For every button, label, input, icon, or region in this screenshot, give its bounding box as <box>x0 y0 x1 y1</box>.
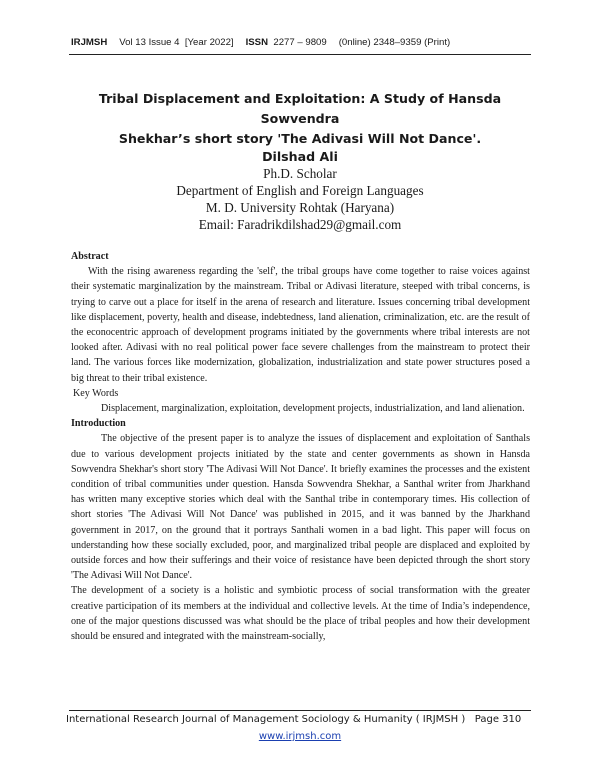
journal-abbrev: IRJMSH <box>71 37 108 48</box>
journal-url-link[interactable]: www.irjmsh.com <box>258 731 342 742</box>
author-block <box>60 148 540 233</box>
year-info: [Year 2022] <box>184 37 234 48</box>
author-university: M. D. University Rohtak (Haryana) <box>205 200 395 215</box>
running-header <box>71 37 541 55</box>
running-footer <box>66 714 536 725</box>
title-line-2: Shekhar’s short story 'The Adivasi Will Not Dance'. <box>118 131 482 146</box>
header-rule <box>69 54 531 55</box>
footer-journal-name: International Research Journal of Management Sociology & Humanity ( IRJMSH ) <box>66 714 466 725</box>
paper-title <box>60 89 540 149</box>
abstract-heading: Abstract <box>71 251 109 262</box>
author-role: Ph.D. Scholar <box>263 166 337 181</box>
abstract-text: With the rising awareness regarding the 'self', the tribal groups have come together to raise voices against their systematic marginalization by the mainstream. Tribal or Adivasi literature, steeped with tribal concerns, is trying to carve out a place for itself in the arena of research and literature. Issues concerning tribal development like displacement, poverty, health and disease, indebtedness, land alienation, criminalization, etc. are the result of the econocentric approach of development programs initiated by the governments where tribal interests are not looked after. Adivasi with no real political power face severe challenges from the mainstream to protect their land. The various forces like modernization, globalization, industrialization and state power structures posed a big threat to their tribal existence. <box>71 266 530 384</box>
keywords-text: Displacement, marginalization, exploitation, development projects, industrialization, and land alienation. <box>101 403 525 415</box>
keywords-heading: Key Words <box>73 387 119 399</box>
title-line-1: Tribal Displacement and Exploitation: A Study of Hansda Sowvendra <box>98 91 502 126</box>
introduction-heading: Introduction <box>71 418 126 430</box>
issn-label: ISSN <box>245 37 269 48</box>
issn-print: 2277 – 9809 <box>273 37 327 48</box>
issn-online: (0nline) 2348–9359 (Print) <box>338 37 451 48</box>
introduction-paragraph-2: The development of a society is a holistic and symbiotic process of social transformation with the greater creative participation of its members at the individual and collective levels. At the time of India’s independence, one of the major questions discussed was what should be the place of tribal peoples and how their development should be ensured and integrated with the mainstream-socially, <box>71 585 530 643</box>
author-department: Department of English and Foreign Languages <box>176 183 424 198</box>
footer-rule <box>69 710 531 711</box>
author-name: Dilshad Ali <box>262 149 338 164</box>
introduction-paragraph-1: The objective of the present paper is to analyze the issues of displacement and exploitation of Santhals due to various development projects initiated by the state and center governments as shown in Hansda Sowvendra Shekhar's short story 'The Adivasi Will Not Dance'. It briefly examines the processes and the existent condition of tribal communities under question. Hansda Sowvendra Shekhar, a Santhal writer from Jharkhand has written many exceptive stories which deal with the Santhal tribe in contemporary times. His collection of short stories 'The Adivasi Will Not Dance' was published in 2015, and it was banned by the Jharkhand government in 2017, on the ground that it portrays Santhali women in a bad light. This paper will focus on understanding how these socially excluded, poor, and marginalized tribal people are displaced and exploited by outside forces and how their sufferings and their voice of resistance have been depicted through the short story 'The Adivasi Will Not Dance'. <box>71 433 530 582</box>
paper-body <box>71 249 530 644</box>
page-number: Page 310 <box>474 714 522 725</box>
volume-info: Vol 13 Issue 4 <box>119 37 180 48</box>
author-email[interactable]: Email: Faradrikdilshad29@gmail.com <box>198 217 402 232</box>
